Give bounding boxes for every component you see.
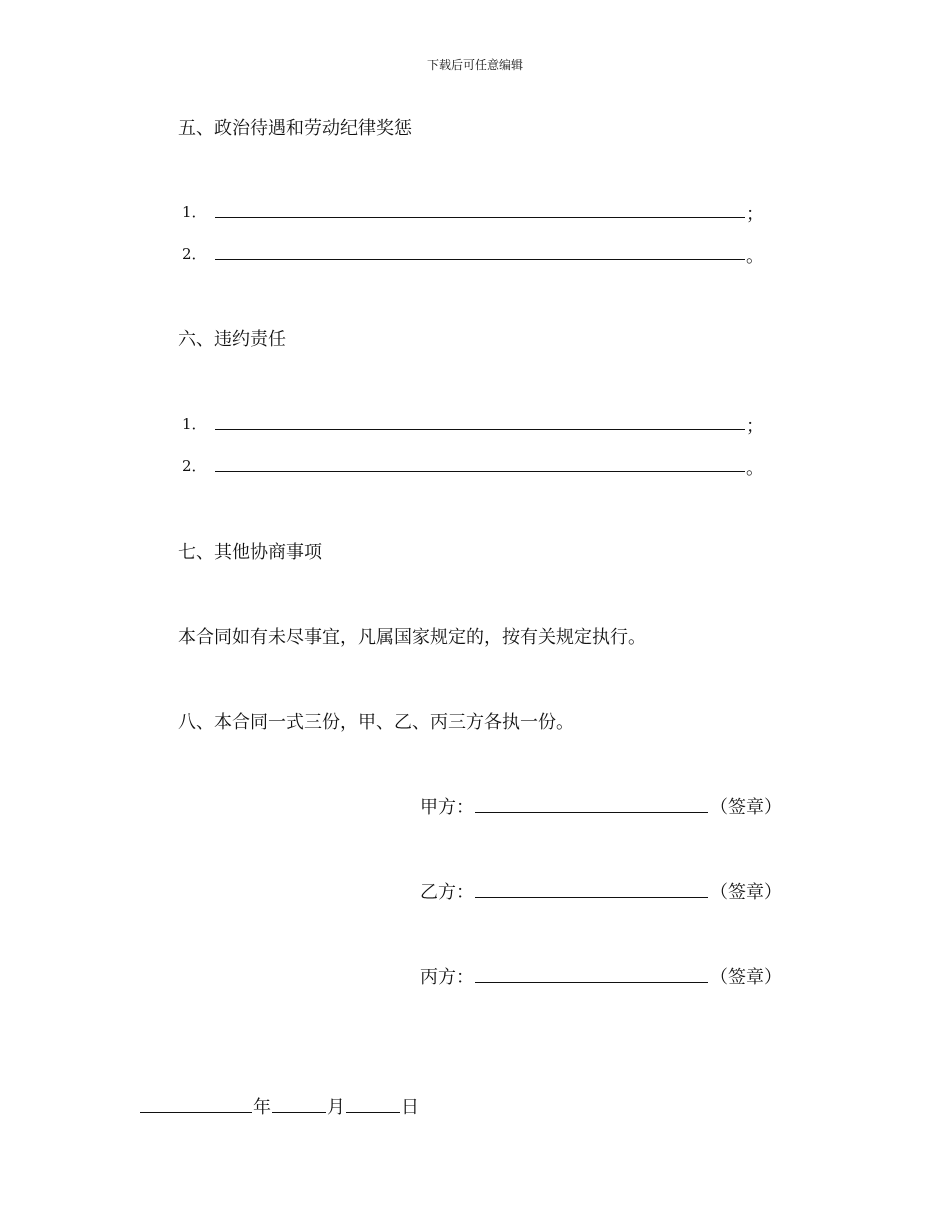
date-year-blank[interactable] [140, 1112, 252, 1113]
signature-party-c-seal: （签章） [710, 967, 782, 988]
section-5-item-2-end: 。 [746, 246, 764, 267]
section-6-item-2-blank[interactable] [215, 471, 745, 472]
section-5-item-1-blank[interactable] [215, 217, 745, 218]
section-7-body: 本合同如有未尽事宜，凡属国家规定的，按有关规定执行。 [178, 627, 646, 648]
signature-party-a-blank[interactable] [475, 812, 708, 813]
section-6-item-2-number: 2． [182, 457, 207, 475]
signature-party-b-label: 乙方： [420, 882, 474, 903]
signature-party-a-seal: （签章） [710, 797, 782, 818]
section-5-item-2-number: 2． [182, 245, 207, 263]
section-6-item-2-end: 。 [746, 458, 764, 479]
date-month-blank[interactable] [272, 1112, 326, 1113]
section-5-item-2-blank[interactable] [215, 259, 745, 260]
signature-party-a-label: 甲方： [420, 797, 474, 818]
section-6-item-1-blank[interactable] [215, 429, 745, 430]
signature-party-c-blank[interactable] [475, 982, 708, 983]
section-5-item-1-number: 1． [182, 203, 207, 221]
date-year-label: 年 [253, 1097, 271, 1118]
signature-party-c-label: 丙方： [420, 967, 474, 988]
section-6-item-1-end: ； [746, 416, 764, 437]
section-5-item-1-end: ； [746, 204, 764, 225]
section-6-item-1-number: 1． [182, 415, 207, 433]
section-7-title: 七、其他协商事项 [178, 542, 322, 563]
date-day-blank[interactable] [346, 1112, 400, 1113]
section-8-title: 八、本合同一式三份，甲、乙、丙三方各执一份。 [178, 712, 574, 733]
section-5-title: 五、政治待遇和劳动纪律奖惩 [178, 118, 412, 139]
signature-party-b-blank[interactable] [475, 897, 708, 898]
date-day-label: 日 [401, 1097, 419, 1118]
date-month-label: 月 [327, 1097, 345, 1118]
page-header-note: 下载后可任意编辑 [426, 58, 523, 72]
section-6-title: 六、违约责任 [178, 329, 286, 350]
signature-party-b-seal: （签章） [710, 882, 782, 903]
